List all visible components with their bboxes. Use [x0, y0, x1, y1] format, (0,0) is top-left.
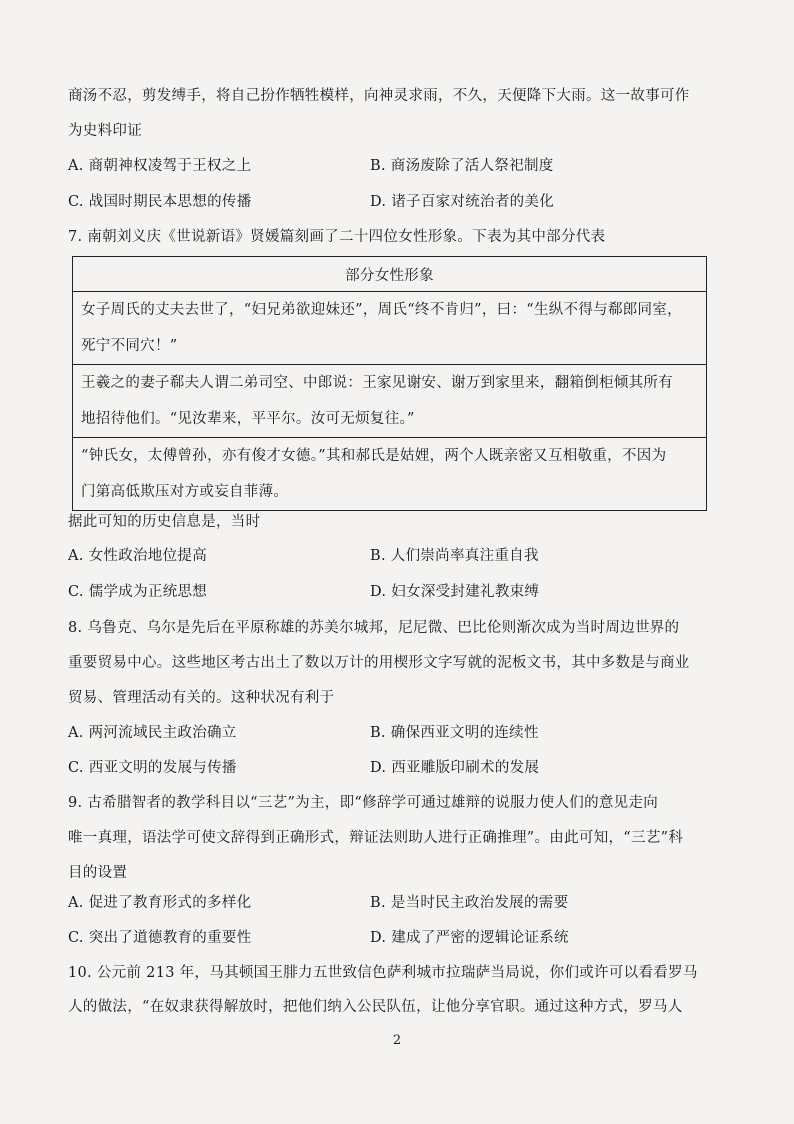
q7-row-1-line-2: 死宁不同穴！”: [81, 338, 178, 354]
q7-table-row-3: [73, 438, 707, 511]
q9-option-a: A. 促进了教育形式的多样化: [68, 895, 252, 911]
q7-stem: 7. 南朝刘义庆《世说新语》贤媛篇刻画了二十四位女性形象。下表为其中部分代表: [68, 229, 606, 245]
q9-line-2: 唯一真理，语法学可使文辞得到正确形式，辩证法则助人进行正确推理”。由此可知，“三艺”科: [68, 830, 684, 846]
q7-row-1-line-1: 女子周氏的丈夫去世了，“妇兄弟欲迎妹还”，周氏“终不肯归”，曰：“生纵不得与郗郎同室，: [81, 302, 682, 318]
q6-option-b: B. 商汤废除了活人祭祀制度: [370, 158, 554, 174]
q7-option-d: D. 妇女深受封建礼教束缚: [370, 584, 540, 600]
q8-option-c: C. 西亚文明的发展与传播: [68, 760, 237, 776]
q7-table: [72, 256, 707, 511]
q8-option-d: D. 西亚雕版印刷术的发展: [370, 760, 540, 776]
q7-option-a: A. 女性政治地位提高: [68, 548, 207, 564]
intro-line-1: 商汤不忍，剪发缚手，将自己扮作牺牲模样，向神灵求雨，不久，天便降下大雨。这一故事可作: [68, 88, 690, 104]
intro-line-2: 为史料印证: [68, 123, 142, 139]
q7-table-row-2: [73, 365, 707, 438]
q10-line-2: 人的做法，“在奴隶获得解放时，把他们纳入公民队伍，让他分享官职。通过这种方式，罗马人: [68, 999, 683, 1015]
q10-line-1: 10. 公元前 213 年，马其顿国王腓力五世致信色萨利城市拉瑞萨当局说，你们或许可以看看罗马: [68, 965, 698, 981]
q9-option-b: B. 是当时民主政治发展的需要: [370, 895, 569, 911]
q8-line-2: 重要贸易中心。这些地区考古出土了数以万计的用楔形文字写就的泥板文书，其中多数是与商业: [68, 655, 690, 671]
page-number: 2: [392, 1033, 402, 1048]
q7-table-row-1: [73, 292, 707, 365]
q7-row-2-line-2: 地招待他们。“见汝辈来，平平尔。汝可无烦复往。”: [81, 411, 415, 427]
q7-after-text: 据此可知的历史信息是，当时: [68, 514, 261, 530]
q8-option-a: A. 两河流域民主政治确立: [68, 725, 237, 741]
q7-row-2-line-1: 王羲之的妻子郗夫人谓二弟司空、中郎说：王家见谢安、谢万到家里来，翻箱倒柜倾其所有: [81, 375, 673, 391]
q6-option-c: C. 战国时期民本思想的传播: [68, 194, 252, 210]
q9-line-1: 9. 古希腊智者的教学科目以“三艺”为主，即“修辞学可通过雄辩的说服力使人们的意见走向: [68, 795, 659, 811]
q9-option-d: D. 建成了严密的逻辑论证系统: [370, 930, 569, 946]
q7-row-3-line-2: 门第高低欺压对方或妄自菲薄。: [81, 484, 289, 500]
q7-table-header: 部分女性形象: [73, 257, 707, 292]
q8-line-3: 贸易、管理活动有关的。这种状况有利于: [68, 690, 335, 706]
q7-row-3-line-1: “钟氏女，太傅曾孙，亦有俊才女德。”其和郝氏是姑娌，两个人既亲密又互相敬重，不因为: [81, 448, 667, 464]
q9-option-c: C. 突出了道德教育的重要性: [68, 930, 252, 946]
q6-option-a: A. 商朝神权凌驾于王权之上: [68, 158, 252, 174]
q8-line-1: 8. 乌鲁克、乌尔是先后在平原称雄的苏美尔城邦，尼尼微、巴比伦则渐次成为当时周边世界的: [68, 620, 680, 636]
q7-option-b: B. 人们崇尚率真注重自我: [370, 548, 539, 564]
q7-option-c: C. 儒学成为正统思想: [68, 584, 208, 600]
q9-line-3: 目的设置: [68, 865, 128, 881]
q8-option-b: B. 确保西亚文明的连续性: [370, 725, 539, 741]
q6-option-d: D. 诸子百家对统治者的美化: [370, 194, 555, 210]
